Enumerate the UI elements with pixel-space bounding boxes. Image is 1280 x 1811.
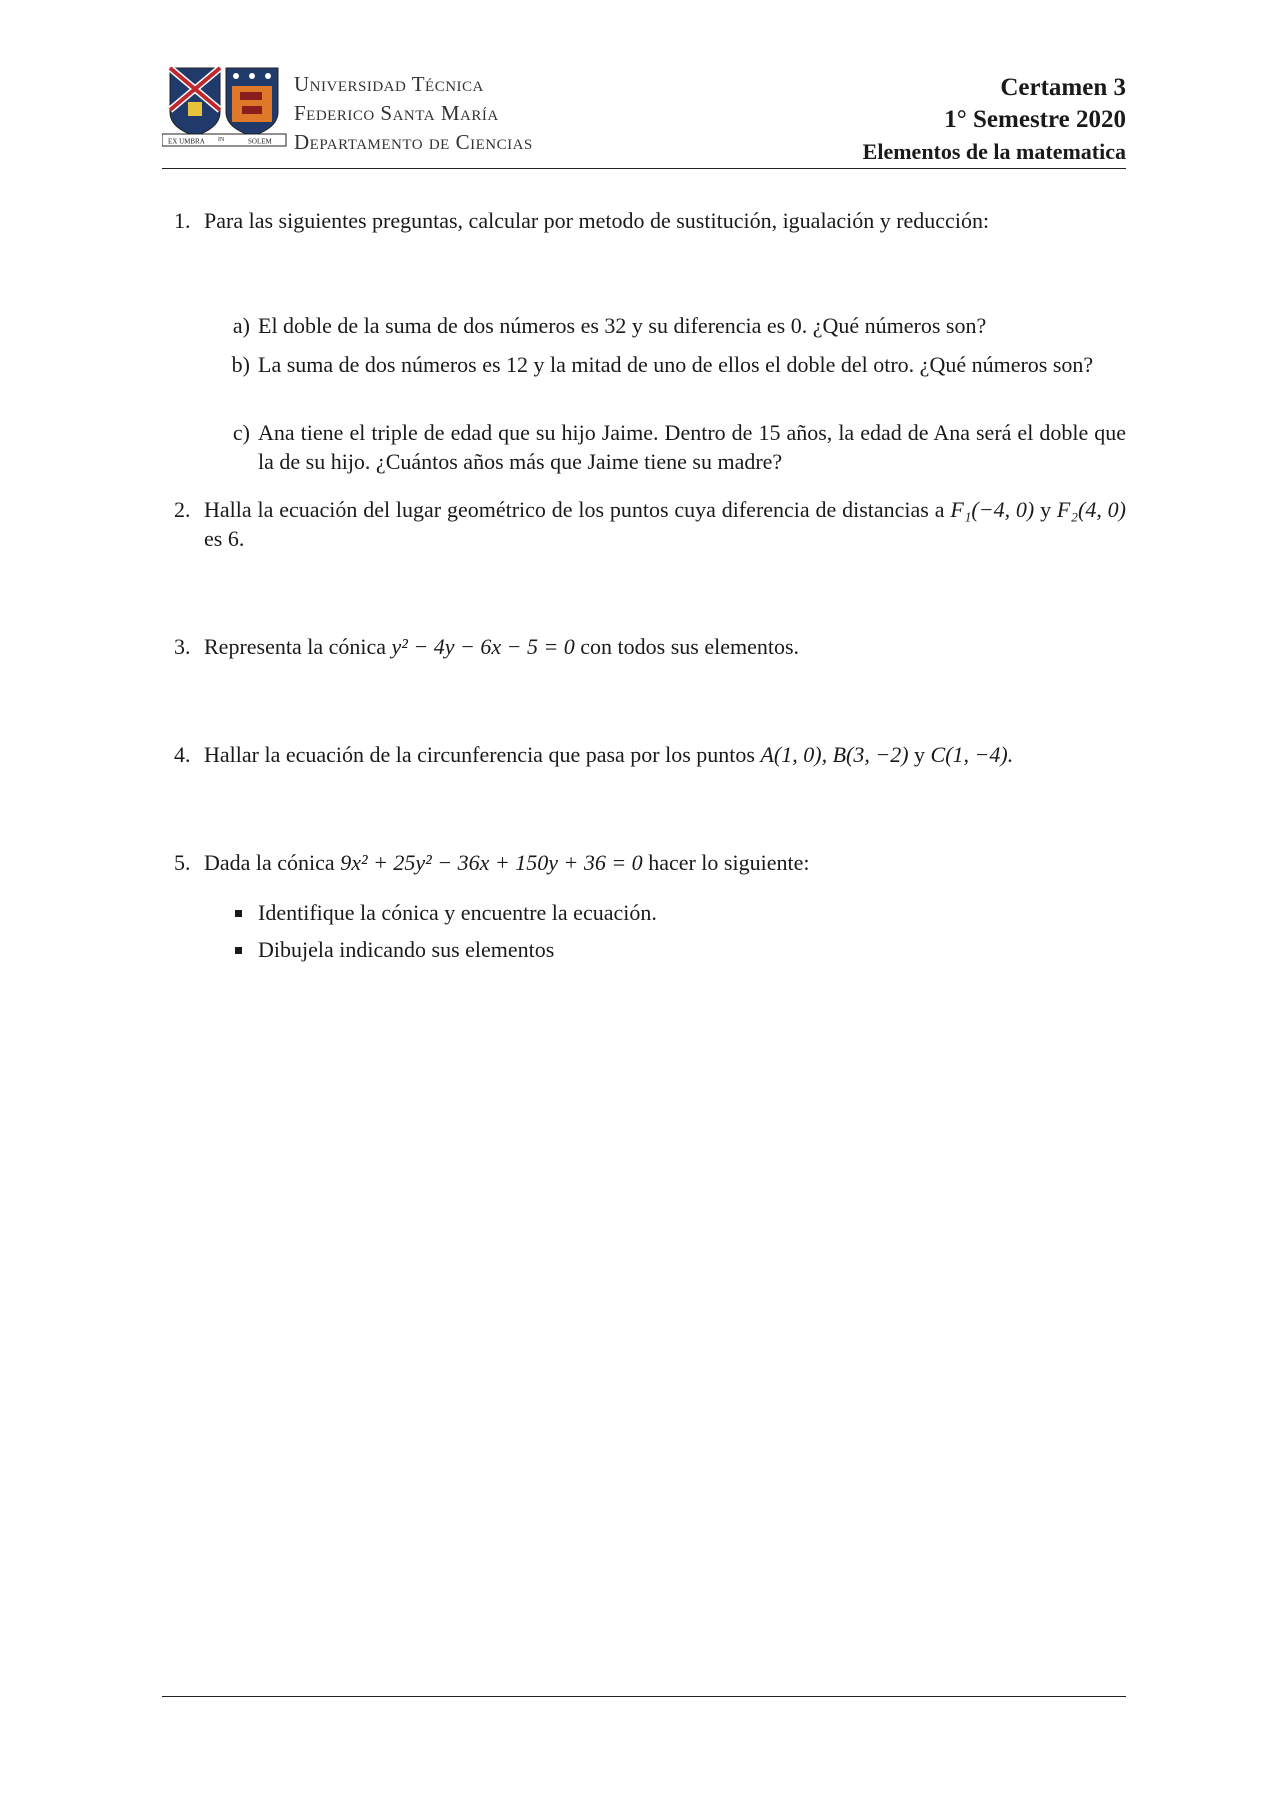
- exam-title: Certamen 3: [1000, 74, 1126, 101]
- question-text-before: Halla la ecuación del lugar geométrico de los puntos cuya diferencia de distancias a: [204, 497, 945, 522]
- question-text: Para las siguientes preguntas, calcular por metodo de sustitución, igualación y reducción:: [204, 208, 990, 233]
- point-c: C(1, −4).: [930, 742, 1014, 767]
- header-divider: [162, 168, 1126, 169]
- semester-label: 1° Semestre 2020: [944, 106, 1126, 133]
- question-number: 5.: [174, 850, 191, 875]
- question-text-before: Dada la cónica: [204, 850, 335, 875]
- question-text: [204, 632, 1126, 661]
- point-b: B(3, −2): [832, 742, 909, 767]
- part-label: c): [232, 420, 250, 445]
- question-1-part-b: [231, 350, 1126, 379]
- question-1-part-a: [232, 311, 1126, 340]
- connector: y: [914, 742, 926, 767]
- question-2: [174, 495, 1126, 555]
- part-label: a): [232, 313, 250, 338]
- university-crest-logo: [162, 66, 290, 154]
- question-number: 2.: [174, 497, 191, 522]
- question-text: [204, 495, 1126, 553]
- part-text: La suma de dos números es 12 y la mitad de uno de ellos el doble del otro. ¿Qué números son?: [258, 352, 1094, 377]
- question-text: [204, 740, 1126, 769]
- bullet-text: Identifique la cónica y encuentre la ecuación.: [258, 900, 657, 925]
- question-5-bullet-1: [258, 898, 657, 927]
- conic-equation: 9x² + 25y² − 36x + 150y + 36 = 0: [340, 850, 643, 875]
- bullet-square-icon: [235, 947, 242, 954]
- point-a: A(1, 0),: [760, 742, 828, 767]
- question-text-after: es 6.: [204, 526, 245, 551]
- crest-motto-right: SOLEM: [248, 137, 272, 146]
- question-number: 1.: [174, 208, 191, 233]
- question-text-before: Representa la cónica: [204, 634, 387, 659]
- university-name-block: [294, 70, 533, 157]
- crest-motto-mid: IN: [218, 137, 225, 143]
- question-text: [204, 848, 1126, 877]
- question-5-bullet-2: [258, 935, 554, 964]
- question-number: 3.: [174, 634, 191, 659]
- bullet-text: Dibujela indicando sus elementos: [258, 937, 555, 962]
- department-name: Departamento de Ciencias: [294, 130, 533, 154]
- focus-point-2: F₂(4, 0): [1056, 497, 1126, 522]
- university-name-line1: Universidad Técnica: [294, 72, 484, 96]
- footer-divider: [162, 1696, 1126, 1697]
- crest-motto-left: EX UMBRA: [168, 137, 205, 146]
- connector: y: [1040, 497, 1052, 522]
- part-label: b): [231, 352, 250, 377]
- question-text-before: Hallar la ecuación de la circunferencia que pasa por los puntos: [204, 742, 755, 767]
- part-text: El doble de la suma de dos números es 32 y su diferencia es 0. ¿Qué números son?: [258, 313, 987, 338]
- part-text: Ana tiene el triple de edad que su hijo Jaime. Dentro de 15 años, la edad de Ana será el doble que la de su hijo. ¿Cuántos años más que Jaime tiene su madre?: [258, 420, 1126, 474]
- question-number: 4.: [174, 742, 191, 767]
- university-name-line2: Federico Santa María: [294, 101, 499, 125]
- conic-equation: y² − 4y − 6x − 5 = 0: [391, 634, 575, 659]
- focus-point-1: F₁(−4, 0): [950, 497, 1035, 522]
- course-name: Elementos de la matematica: [862, 139, 1126, 164]
- question-1-part-c: [232, 418, 1126, 476]
- bullet-square-icon: [235, 910, 242, 917]
- exam-info-block: [863, 72, 1126, 168]
- question-text-after: hacer lo siguiente:: [648, 850, 810, 875]
- question-text-after: con todos sus elementos.: [580, 634, 800, 659]
